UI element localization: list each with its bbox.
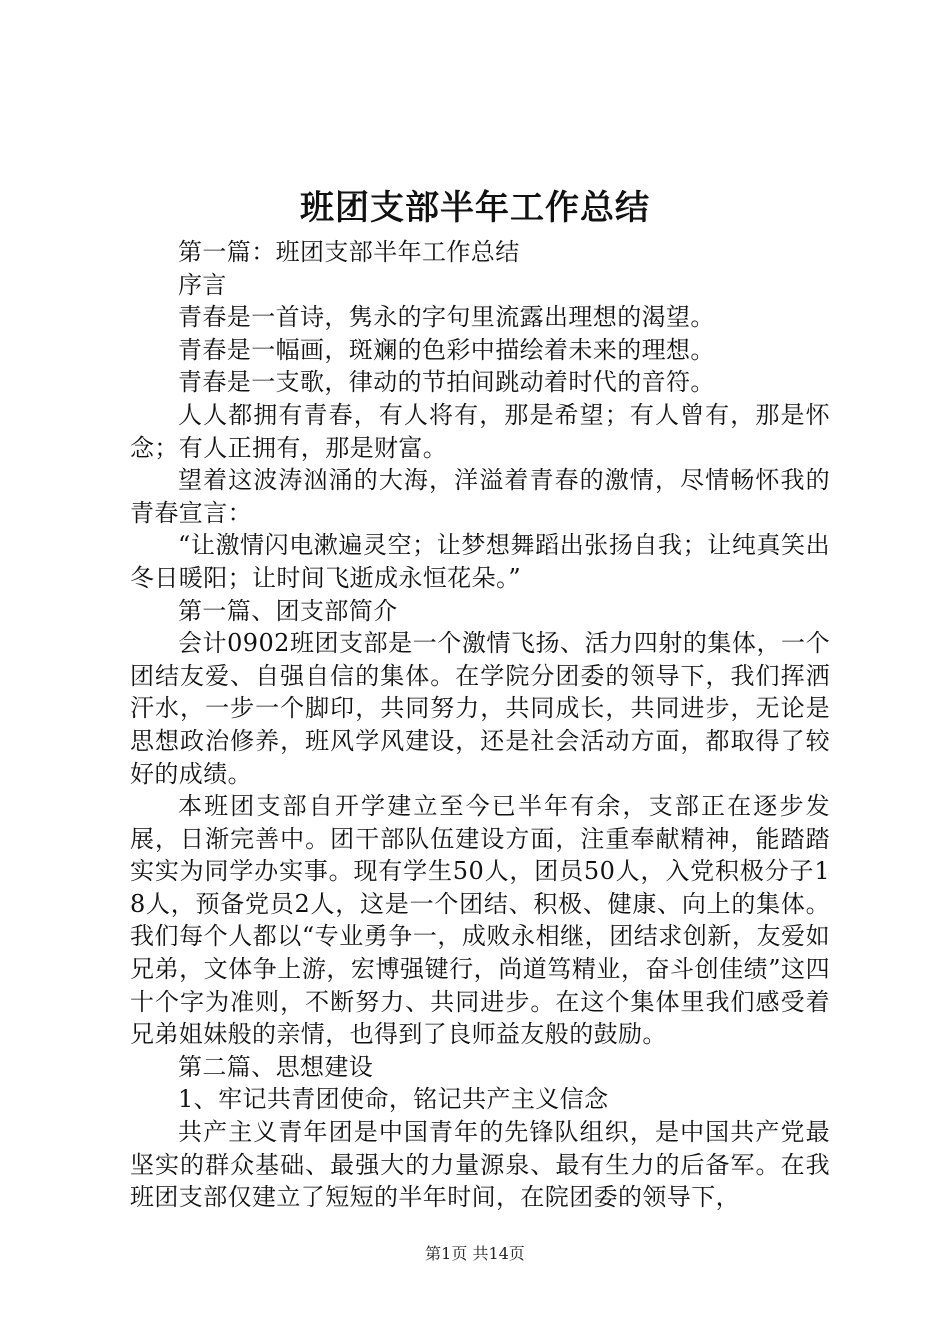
document-body [130,236,830,1214]
paragraph: 人人都拥有青春，有人将有，那是希望；有人曾有，那是怀念；有人正拥有，那是财富。 [130,400,830,462]
paragraph: 望着这波涛汹涌的大海，洋溢着青春的激情，尽情畅怀我的青春宣言： [130,466,830,527]
paragraph: 共产主义青年团是中国青年的先锋队组织，是中国共产党最坚实的群众基础、最强大的力量源泉、最有生力的后备军。在我班团支部仅建立了短短的半年时间，在院团委的领导下， [130,1118,830,1212]
quote-paragraph: “让激情闪电漱遍灵空；让梦想舞蹈出张扬自我；让纯真笑出冬日暖阳；让时间飞逝成永恒花朵。” [130,531,830,592]
section-heading: 第一篇、团支部简介 [178,596,398,625]
page-number-footer: 第1页 共14页 [425,1244,525,1263]
preface-heading: 序言 [178,270,227,299]
paragraph: 本班团支部自开学建立至今已半年有余，支部正在逐步发展，日渐完善中。团干部队伍建设方面，注重奉献精神，能踏踏实实为同学办实事。现有学生50人，团员50人，入党积极分子18人，预备党员2人，这是一个团结、积极、健康、向上的集体。我们每个人都以“专业勇争一，成败永相继，团结求创新，友爱如兄弟，文体争上游，宏博强键行，尚道笃精业，奋斗创佳绩”这四十个字为准则，不断努力、共同进步。在这个集体里我们感受着兄弟姐妹般的亲情，也得到了良师益友般的鼓励。 [130,792,830,1049]
document-title: 班团支部半年工作总结 [300,188,650,228]
paragraph: 会计0902班团支部是一个激情飞扬、活力四射的集体，一个团结友爱、自强自信的集体。在学院分团委的领导下，我们挥洒汗水，一步一个脚印，共同努力，共同成长，共同进步，无论是思想政治修养，班风学风建设，还是社会活动方面，都取得了较好的成绩。 [130,629,830,788]
section-heading: 第二篇、思想建设 [178,1052,374,1081]
section-heading: 第一篇：班团支部半年工作总结 [178,238,520,266]
subsection-heading: 1、牢记共青团使命，铭记共产主义信念 [178,1085,609,1114]
paragraph: 青春是一首诗，隽永的字句里流露出理想的渴望。 [178,303,715,332]
paragraph: 青春是一支歌，律动的节拍间跳动着时代的音符。 [178,368,715,397]
paragraph: 青春是一幅画，斑斓的色彩中描绘着未来的理想。 [178,335,715,364]
